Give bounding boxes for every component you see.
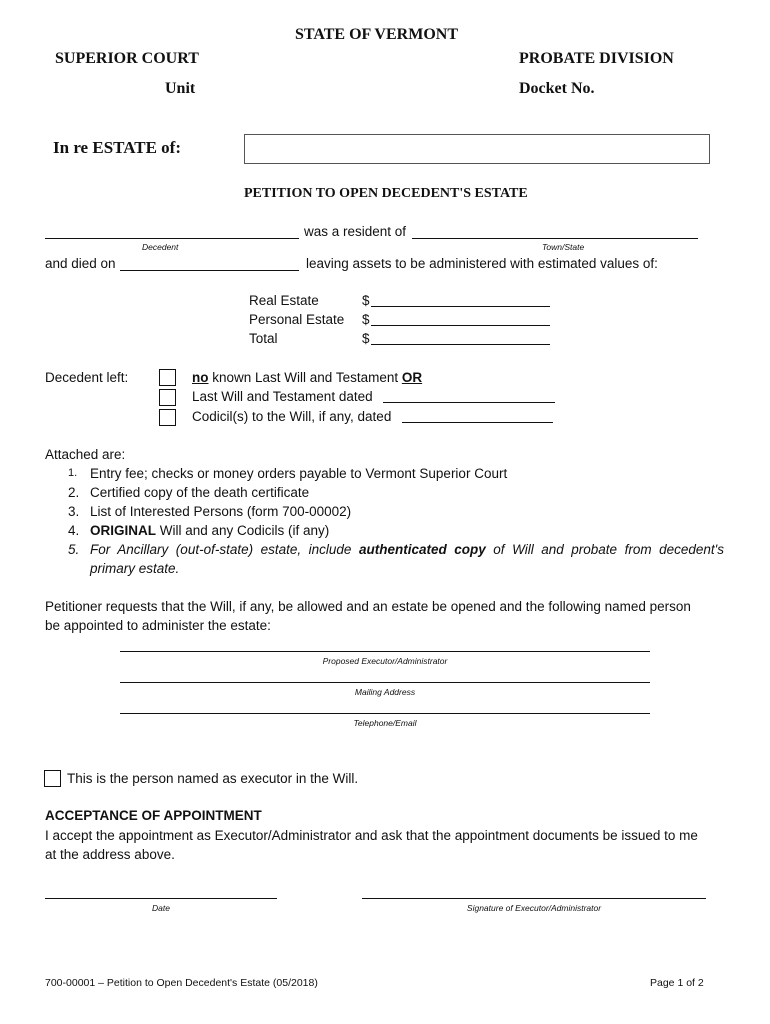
codicil-text: Codicil(s) to the Will, if any, dated [192,409,392,424]
total-value-line[interactable] [371,344,550,345]
attached-heading: Attached are: [45,447,126,462]
attached-num-5: 5. [68,542,80,557]
attached-num-3: 3. [68,504,80,519]
request-line-2: be appointed to administer the estate: [45,618,271,633]
division-name: PROBATE DIVISION [519,50,674,67]
real-estate-currency: $ [362,293,370,308]
mailing-address-line[interactable] [120,682,650,683]
ancillary-text-post: of Will and probate from decedent's [485,542,724,557]
personal-estate-label: Personal Estate [249,312,345,327]
acceptance-line-1: I accept the appointment as Executor/Administrator and ask that the appointment documents be issued to me [45,828,698,843]
attached-item-4 [90,523,329,538]
attached-num-1: 1. [68,467,78,479]
decedent-left-label: Decedent left: [45,370,129,385]
attached-item-4-text: Will and any Codicils (if any) [156,523,330,538]
town-state-line[interactable] [412,238,698,239]
personal-estate-value-line[interactable] [371,325,550,326]
death-date-line[interactable] [120,270,299,271]
personal-estate-currency: $ [362,312,370,327]
was-resident-text: was a resident of [304,224,407,239]
codicil-date-line[interactable] [402,422,553,423]
died-on-text: and died on [45,256,116,271]
town-state-caption: Town/State [542,242,585,252]
total-currency: $ [362,331,370,346]
named-executor-checkbox[interactable] [44,770,61,787]
unit-label: Unit [165,80,196,97]
executor-line[interactable] [120,651,650,652]
decedent-caption: Decedent [142,242,179,252]
last-will-checkbox[interactable] [159,389,176,406]
date-caption: Date [152,903,170,913]
attached-item-1: Entry fee; checks or money orders payable to Vermont Superior Court [90,466,508,481]
signature-caption: Signature of Executor/Administrator [466,903,602,913]
codicil-checkbox[interactable] [159,409,176,426]
state-title: STATE OF VERMONT [295,26,458,43]
court-name: SUPERIOR COURT [55,50,199,67]
named-executor-text: This is the person named as executor in the Will. [67,771,359,786]
signature-line[interactable] [362,898,706,899]
authenticated-copy-text: authenticated copy [358,542,486,557]
ancillary-text: For Ancillary (out-of-state) estate, include [90,542,359,557]
attached-num-4: 4. [68,523,80,538]
attached-item-2: Certified copy of the death certificate [90,485,310,500]
telephone-caption: Telephone/Email [353,718,417,728]
original-word: ORIGINAL [90,523,156,538]
request-line-1: Petitioner requests that the Will, if any, be allowed and an estate be opened and the following named person [45,599,691,614]
estate-label: In re ESTATE of: [53,138,181,157]
date-line[interactable] [45,898,277,899]
executor-caption: Proposed Executor/Administrator [322,656,448,666]
no-word: no [192,370,209,385]
real-estate-value-line[interactable] [371,306,550,307]
last-will-date-line[interactable] [383,402,555,403]
no-will-text: known Last Will and Testament [208,370,402,385]
docket-label: Docket No. [519,80,595,97]
total-label: Total [249,331,278,346]
acceptance-heading: ACCEPTANCE OF APPOINTMENT [45,808,262,823]
footer-page-number: Page 1 of 2 [650,977,704,989]
petition-title: PETITION TO OPEN DECEDENT'S ESTATE [244,186,528,201]
decedent-name-line[interactable] [45,238,299,239]
acceptance-line-2: at the address above. [45,847,175,862]
mailing-caption: Mailing Address [354,687,416,697]
attached-num-2: 2. [68,485,80,500]
attached-item-5-line1 [90,542,724,557]
leaving-assets-text: leaving assets to be administered with estimated values of: [306,256,658,271]
attached-item-5-line2: primary estate. [90,561,180,576]
no-will-checkbox[interactable] [159,369,176,386]
or-word: OR [401,370,423,385]
footer-form-id: 700-00001 – Petition to Open Decedent's Estate (05/2018) [45,977,318,989]
real-estate-label: Real Estate [249,293,319,308]
no-will-option [192,370,422,385]
last-will-text: Last Will and Testament dated [192,389,373,404]
telephone-line[interactable] [120,713,650,714]
attached-item-3: List of Interested Persons (form 700-00002) [90,504,352,519]
estate-name-field[interactable] [244,134,710,164]
